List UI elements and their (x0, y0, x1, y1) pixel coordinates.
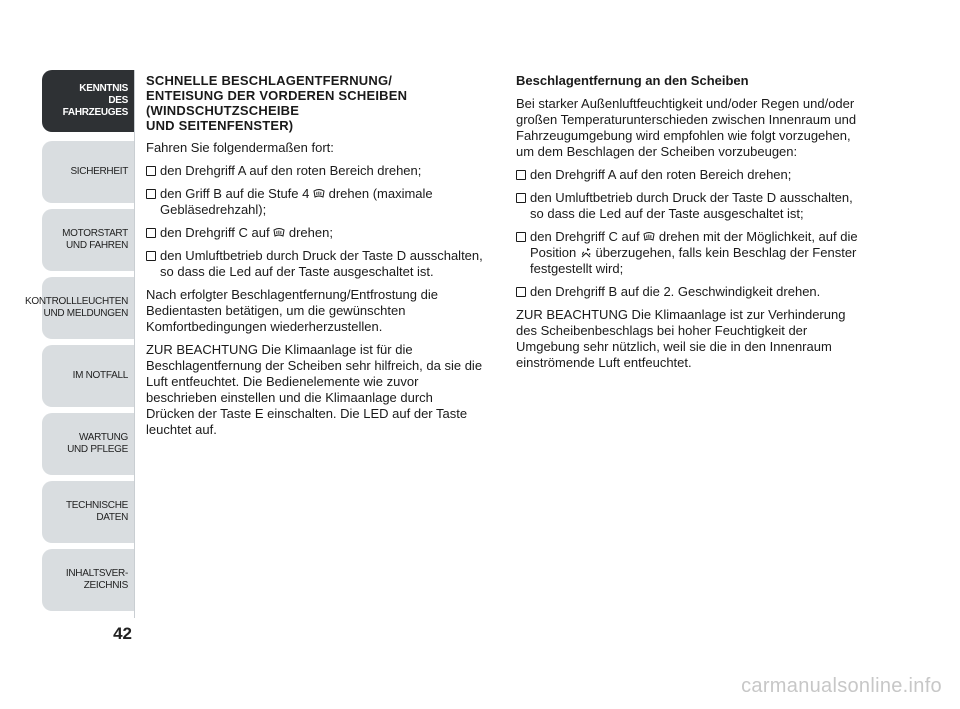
feet-defrost-icon (580, 247, 592, 259)
section-heading: SCHNELLE BESCHLAGENTFERNUNG/ ENTEISUNG DER VORDEREN SCHEIBEN (WINDSCHUTZSCHEIBE UND SEITENFENSTER) (146, 73, 408, 133)
tab-technische-daten[interactable]: TECHNISCHE DATEN (42, 481, 134, 543)
checkbox-bullet-icon (146, 251, 156, 261)
windshield-defrost-icon (643, 231, 655, 243)
list-item-text: drehen; (288, 225, 333, 240)
section-heading: Beschlagentfernung an den Scheiben (516, 73, 749, 88)
checkbox-bullet-icon (516, 170, 526, 180)
window-defogging-section (516, 73, 866, 378)
list-item-text: den Umluftbetrieb durch Druck der Taste D ausschalten, so dass die Led auf der Taste ausgeschaltet ist; (530, 190, 853, 221)
list-item-text: den Drehgriff A auf den roten Bereich drehen; (530, 167, 792, 182)
list-item-text: den Griff B auf die Stufe 4 (160, 186, 310, 201)
tab-wartung-und-pflege[interactable]: WARTUNG UND PFLEGE (42, 413, 134, 475)
tab-im-notfall[interactable]: IM NOTFALL (42, 345, 134, 407)
tab-kontrollleuchten-und-meldungen[interactable]: KONTROLLLEUCHTEN UND MELDUNGEN (42, 277, 134, 339)
page-number: 42 (113, 624, 132, 643)
intro-text: Fahren Sie folgendermaßen fort: (146, 140, 334, 155)
list-item (146, 248, 484, 280)
watermark: carmanualsonline.info (741, 675, 942, 697)
list-item-text: überzugehen, falls kein Beschlag der Fenster festgestellt wird; (530, 245, 857, 276)
windshield-defrost-icon (273, 227, 285, 239)
list-item-text: den Drehgriff B auf die 2. Geschwindigkeit drehen. (530, 284, 821, 299)
list-item (146, 225, 484, 241)
quick-defrost-section (146, 73, 484, 445)
list-item (516, 167, 866, 183)
list-item-text: drehen mit der Möglichkeit, auf die Position (530, 229, 858, 260)
checkbox-bullet-icon (516, 193, 526, 203)
windshield-defrost-icon (313, 188, 325, 200)
list-item (516, 229, 866, 277)
list-item-text: den Drehgriff C auf (530, 229, 640, 244)
tab-kenntnis-des-fahrzeuges[interactable]: KENNTNIS DES FAHRZEUGES (42, 70, 134, 132)
intro-text: Bei starker Außenluftfeuchtigkeit und/oder Regen und/oder großen Temperaturunterschieden zwischen Innenraum und Fahrzeugumgebung wird empfohlen wie folgt vorzugehen, um dem Beschlagen der Scheiben vorzubeugen: (516, 96, 857, 159)
note-paragraph: ZUR BEACHTUNG Die Klimaanlage ist für die Beschlagentfernung der Scheiben sehr hilfreich, da sie die Luft entfeuchtet. Die Bedienelemente wie zuvor beschrieben einstellen und die Klimaanlage durch Drücken der Taste E einschalten. Die LED auf der Taste leuchtet auf. (146, 342, 483, 437)
note-paragraph: ZUR BEACHTUNG Die Klimaanlage ist zur Verhinderung des Scheibenbeschlags bei hoher Feuchtigkeit der Umgebung sehr nützlich, weil sie die in den Innenraum einströmende Luft entfeuchtet. (516, 307, 846, 370)
checkbox-bullet-icon (146, 166, 156, 176)
sidebar-divider (134, 70, 135, 618)
checkbox-bullet-icon (516, 287, 526, 297)
list-item-text: drehen (maximale Gebläsedrehzahl); (160, 186, 433, 217)
tab-sicherheit[interactable]: SICHERHEIT (42, 141, 134, 203)
list-item (516, 284, 866, 300)
list-item-text: den Drehgriff C auf (160, 225, 270, 240)
tab-inhaltsverzeichnis[interactable]: INHALTSVER- ZEICHNIS (42, 549, 134, 611)
body-paragraph: Nach erfolgter Beschlagentfernung/Entfrostung die Bedientasten betätigen, um die gewünschten Komfortbedingungen wiederherzustellen. (146, 287, 438, 334)
checkbox-bullet-icon (516, 232, 526, 242)
checkbox-bullet-icon (146, 228, 156, 238)
list-item (516, 190, 866, 222)
tab-motorstart-und-fahren[interactable]: MOTORSTART UND FAHREN (42, 209, 134, 271)
list-item-text: den Umluftbetrieb durch Druck der Taste D ausschalten, so dass die Led auf der Taste ausgeschaltet ist. (160, 248, 483, 279)
list-item (146, 163, 484, 179)
checkbox-bullet-icon (146, 189, 156, 199)
list-item-text: den Drehgriff A auf den roten Bereich drehen; (160, 163, 422, 178)
list-item (146, 186, 484, 218)
